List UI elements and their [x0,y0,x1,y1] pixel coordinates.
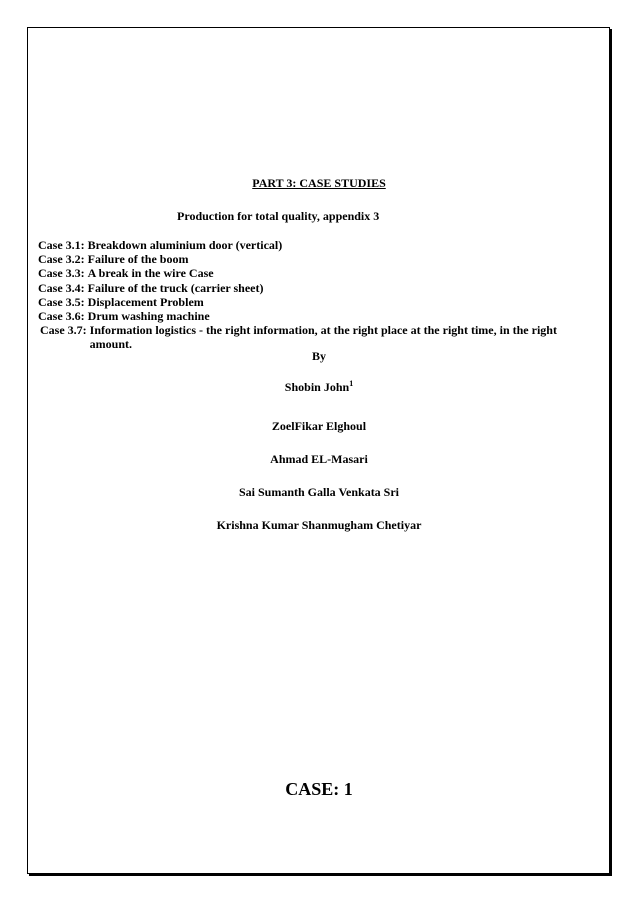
case-id: Case 3.3: [38,266,85,281]
case-title: Displacement Problem [87,294,204,309]
author-name [0,485,638,499]
author-name [0,518,638,532]
case-item [38,295,598,309]
case-id: Case 3.4: [38,280,85,295]
case-title: Drum washing machine [87,309,210,324]
author-name-text: ZoelFikar Elghoul [271,419,367,433]
part-title: PART 3: CASE STUDIES [252,176,386,190]
author-name [0,380,638,394]
author-footnote-marker: 1 [349,379,354,388]
case-item [38,309,598,323]
by-label: By [311,349,326,363]
author-name [0,452,638,466]
document-subtitle: Production for total quality, appendix 3 [177,209,380,223]
author-name [0,419,638,433]
author-name-text: Shobin John [284,380,350,394]
case-item [38,266,598,280]
case-title: Failure of the boom [87,252,189,267]
case-item [38,238,598,252]
case-list [38,238,598,352]
page-border [27,27,610,874]
author-name-text: Krishna Kumar Shanmugham Chetiyar [216,518,422,532]
case-label: CASE: 1 [285,779,353,799]
case-item [38,252,598,266]
case-id: Case 3.2: [38,252,85,267]
case-id: Case 3.5: [38,294,85,309]
case-id: Case 3.1: [38,238,85,252]
case-title: Failure of the truck (carrier sheet) [87,280,264,295]
case-title: Information logistics - the right information, at the right place at the right time, in the right amount. [89,323,557,352]
case-title: Breakdown aluminium door (vertical) [87,238,283,252]
case-title: A break in the wire Case [87,266,214,281]
case-item [40,323,598,351]
case-id: Case 3.6: [38,309,85,324]
author-name-text: Sai Sumanth Galla Venkata Sri [238,485,400,499]
case-id: Case 3.7: [40,323,87,338]
author-name-text: Ahmad EL-Masari [270,452,368,466]
case-item [38,281,598,295]
